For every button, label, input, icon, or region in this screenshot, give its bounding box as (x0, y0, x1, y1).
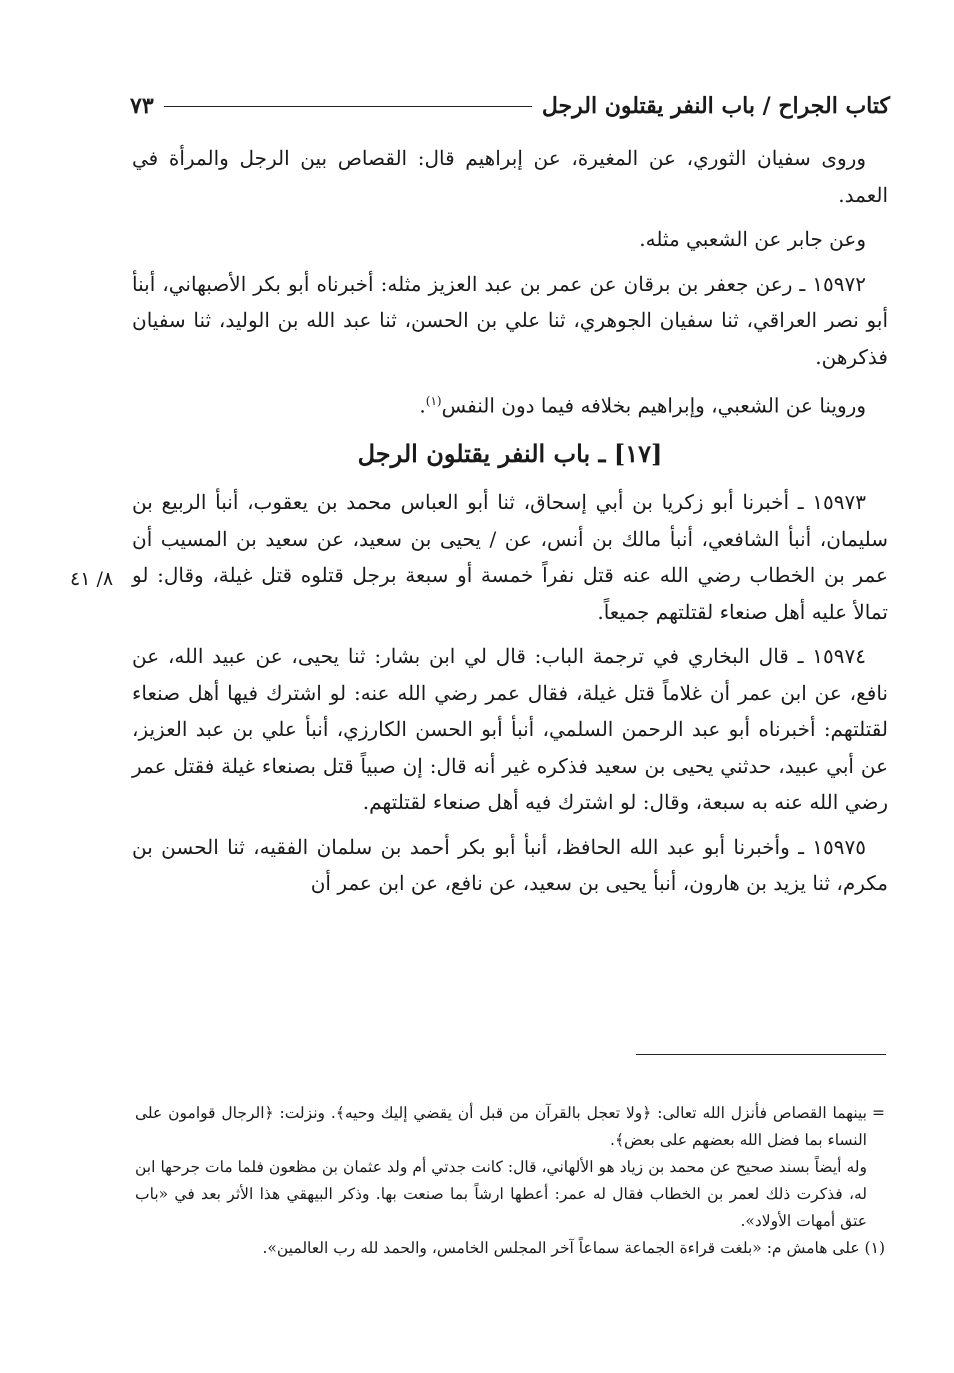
page-number: ٧٣ (130, 93, 154, 119)
paragraph: وروى سفيان الثوري، عن المغيرة، عن إبراهيم قال: القصاص بين الرجل والمرأة في العمد. (132, 146, 888, 207)
footnote-continuation (135, 1100, 885, 1154)
running-header (130, 90, 890, 122)
footnotes (135, 1100, 885, 1262)
footnote-text: وله أيضاً بسند صحيح عن محمد بن زياد هو الألهاني، قال: كانت جدتي أم ولد عثمان بن مظعون فلما مات جرحها ابن له، فذكرت ذلك لعمر بن الخطاب فقال له عمر: أعطها ارشاً بما صنعت بها. وذكر البيهقي هذا الأثر بعد في «باب عتق أمهات الأولاد». (135, 1158, 867, 1230)
footnote-text: بينهما القصاص فأنزل الله تعالى: ﴿ولا تعجل بالقرآن من قبل أن يقضي إليك وحيه﴾. ونزلت: ﴿الرجال قوامون على النساء بما فضل الله بعضهم على بعض﴾. (135, 1104, 867, 1149)
margin-volume-page: ٨/ ٤١ (70, 568, 114, 590)
hadith-15975: ١٥٩٧٥ ـ وأخبرنا أبو عبد الله الحافظ، أنبأ أبو بكر أحمد بن سلمان الفقيه، ثنا الحسن بن مكرم، ثنا يزيد بن هارون، أنبأ يحيى بن سعيد، عن نافع، عن ابن عمر أن (132, 834, 888, 896)
footnote-continuation-2 (135, 1154, 885, 1235)
continuation-marker: = (872, 1104, 885, 1122)
paragraph-text: وروينا عن الشعبي، وإبراهيم بخلافه فيما دون النفس (441, 393, 866, 418)
header-title: كتاب الجراح / باب النفر يقتلون الرجل (541, 93, 890, 119)
paragraph: وعن جابر عن الشعبي مثله. (639, 227, 866, 251)
footnote-divider (636, 1054, 886, 1055)
header-rule (164, 106, 532, 107)
hadith-15972: ١٥٩٧٢ ـ رعن جعفر بن برقان عن عمر بن عبد العزيز مثله: أخبرناه أبو بكر الأصبهاني، أبنأ أبو نصر العراقي، ثنا سفيان الجوهري، ثنا علي بن الحسن، ثنا عبد الله بن الوليد، ثنا سفيان فذكرهن. (132, 271, 888, 369)
paragraph-end: . (419, 393, 426, 418)
hadith-15973: ١٥٩٧٣ ـ أخبرنا أبو زكريا بن أبي إسحاق، ثنا أبو العباس محمد بن يعقوب، أنبأ الربيع بن سليمان، أنبأ الشافعي، أنبأ مالك بن أنس، عن / يحيى بن سعيد، عن سعيد بن المسيب أن عمر بن الخطاب رضي الله عنه قتل نفراً خمسة أو سبعة برجل قتلوه قتل غيلة، وقال: لو تمالأ عليه أهل صنعاء لقتلتهم جميعاً. (132, 490, 888, 624)
footnote-1: (١) على هامش م: «بلغت قراءة الجماعة سماعاً آخر المجلس الخامس، والحمد لله رب العالمين». (262, 1239, 885, 1257)
paragraph (132, 383, 888, 424)
chapter-heading: [١٧] ـ باب النفر يقتلون الرجل (357, 439, 663, 469)
hadith-15974: ١٥٩٧٤ ـ قال البخاري في ترجمة الباب: قال لي ابن بشار: ثنا يحيى، عن عبيد الله، عن نافع، عن ابن عمر أن غلاماً قتل غيلة، فقال عمر رضي الله عنه: لو اشترك فيها أهل صنعاء لقتلتهم: أخبرناه أبو عبد الرحمن السلمي، أنبأ أبو الحسن الكارزي، أنبأ علي بن عبد العزيز، عن أبي عبيد، حدثني يحيى بن سعيد فذكره غير أنه قال: إن صبياً قتل بصنعاء غيلة فقتل عمر رضي الله عنه به سبعة، وقال: لو اشترك فيه أهل صنعاء لقتلتهم. (132, 644, 888, 815)
main-text (132, 140, 888, 910)
footnote-ref: (١) (425, 394, 442, 408)
